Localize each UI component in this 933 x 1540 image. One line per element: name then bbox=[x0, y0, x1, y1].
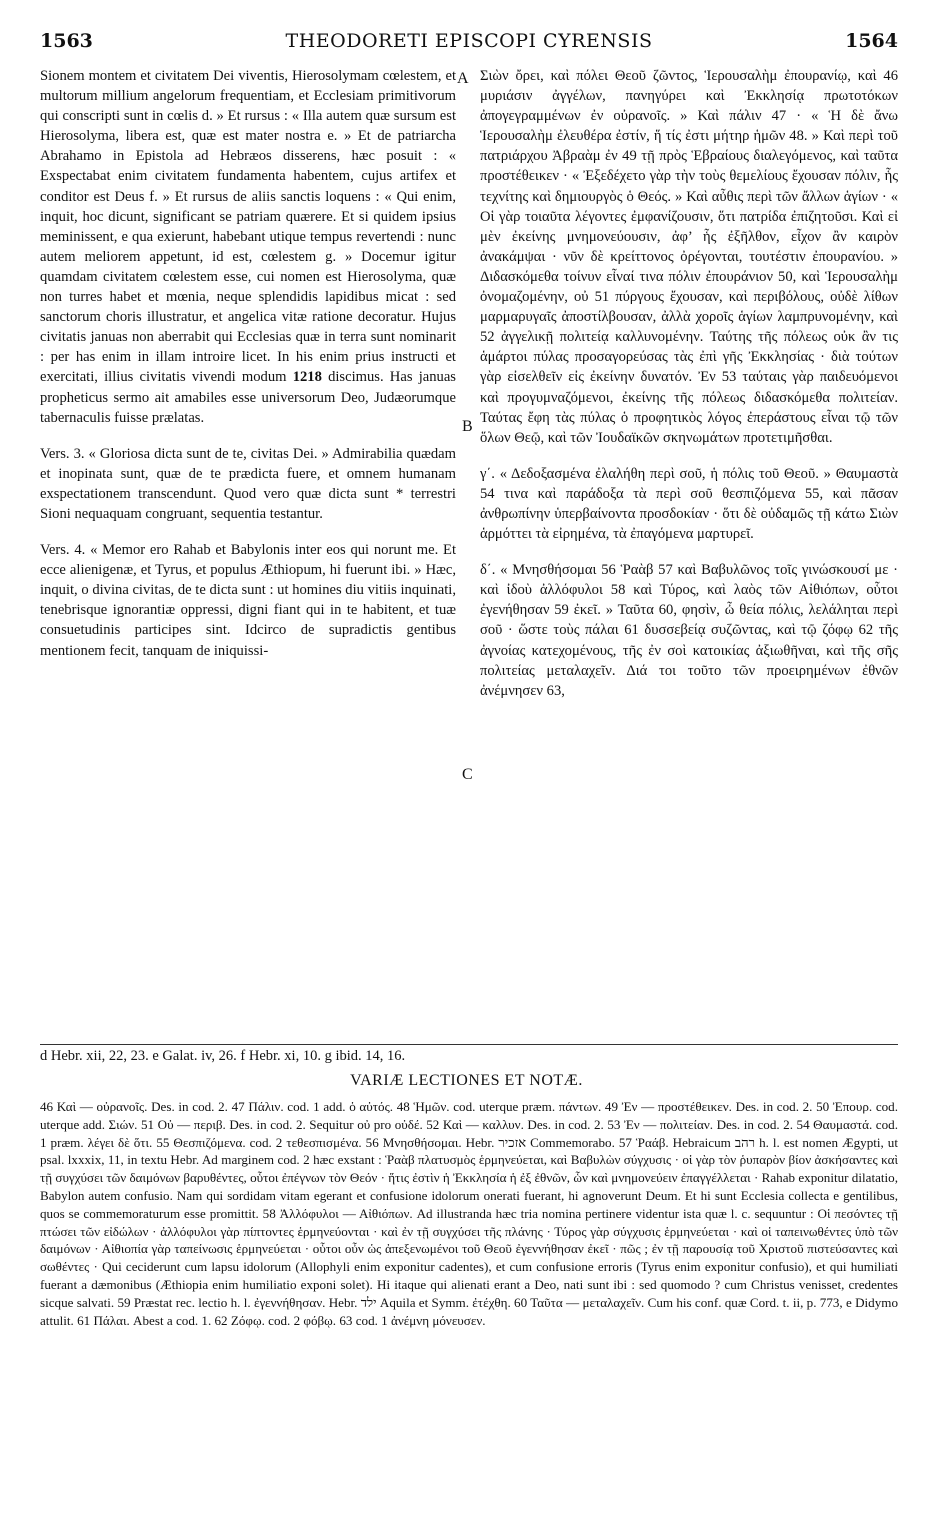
latin-paragraph-3: Vers. 4. « Memor ero Rahab et Babylonis inter eos qui norunt me. Et ecce alienigenæ, et Tyrus, et populus Æthiopum, hi fuerunt ibi. » Hæc, inquit, o divina civitas, de te dicta sunt : ut homines diu vitiis inquinati, tenebrisque ignorantiæ oppressi, digni fiant qui in te habitent, et tuæ consuetudinis participes sint. Idcirco de supradictis gentibus mentionem fecit, tanquam de iniquissi- bbox=[40, 542, 456, 659]
column-number-marker: 1218 bbox=[292, 369, 322, 386]
page-header bbox=[40, 30, 898, 58]
notes-text: 46 Καὶ — οὐρανοῖς. Des. in cod. 2. 47 Πάλιν. cod. 1 add. ὁ αὐτός. 48 Ἡμῶν. cod. uterque præm. πάντων. 49 Ἐν — προστέθεικεν. Des. in cod. 2. 50 Ἐπουρ. cod. uterque add. Σιών. 51 Οὐ — περιβ. Des. in cod. 2. Sequitur οὐ pro οὐδέ. 52 Καὶ — καλλυν. Des. in cod. 2. 53 Ἐν — πολιτείαν. Des. in cod. 2. 54 Θαυμαστά. cod. 1 præm. λέγει δὲ ὅτι. 55 Θεσπιζόμενα. cod. 2 τεθεσπισμένα. 56 Μνησθήσομαι. Hebr. אזכיר Commemorabo. 57 Ῥαάβ. Hebraicum רהב h. l. est nomen Ægypti, ut psal. lxxxix, 11, in textu Hebr. Ad marginem cod. 2 hæc exstant : Ῥαὰβ πλατυσμὸς ἑρμηνεύεται, καὶ Βαβυλὼν σύγχυσις · οἱ γὰρ τὸν ῥυπαρὸν βίον ἀσκήσαντες καὶ τῇ συγχύσει τῶν δαιμόνων βαρυθέντες, οὗτοι ἐπέγνων τὸν Θεόν · ἥτις ἐστὶν ἡ Ἐκκλησία ἡ ἐξ ἐθνῶν, ὧν καὶ μνημονεύειν ἐπαγγέλλεται · Rahab exponitur dilatatio, Babylon autem confusio. Nam qui sordidam vitam egerant et confusione idolorum onerati fuerant, hi agnoverunt Deum. Et hi sunt Ecclesia collecta e gentilibus, quos se commemoraturum esse promittit. 58 Ἀλλόφυλοι — Αἰθιόπων. Ad illustranda hæc tria nomina pertinere videntur ista quæ l. c. sequuntur : Οἱ πεσόντες τῇ πτώσει τῶν εἰδώλων · ἀλλόφυλοι γὰρ πίπτοντες ἑρμηνεύονται · καὶ ἐν τῇ συγχύσει τῆς πλάνης · Τύρος γὰρ σύγχυσις ἑρμηνεύεται · καὶ οἱ ταπεινωθέντες ὑπὸ τῶν δαιμόνων · Αἰθιοπία γὰρ ταπείνωσις ἑρμηνεύεται · οὗτοι οὖν ὡς ἀπεξενωμένοι τοῦ Θεοῦ ἐγεννήθησαν ἐκεῖ · πῶς ; ἐν τῇ παρουσίᾳ τοῦ Χριστοῦ πιστεύσαντες καὶ σωθέντες · Qui ceciderunt cum lapsu idolorum (Allophyli enim exponitur cadentes), et cum confusione erroris (Tyrus enim exponitur confusio), et qui humiliati fuerant a dæmonibus (Æthiopia enim humiliatio exponi solet). Hi itaque qui alienati erant a Deo, nati sunt ibi : sed quomodo ? cum Christus venisset, credentes sicque salvati. 59 Præstat rec. lectio h. l. ἐγεννήθησαν. Hebr. ילד Aquila et Symm. ἐτέχθη. 60 Ταῦτα — μεταλαχεῖν. Cum his conf. quæ Cord. t. ii, p. 773, e Didymo attulit. 61 Πάλαι. Abest a cod. 1. 62 Ζόφῳ. cod. 2 φόβῳ. 63 cod. 1 ἀνέμνη μόνευσεν. bbox=[40, 1099, 898, 1328]
latin-paragraph-2: Vers. 3. « Gloriosa dicta sunt de te, civitas Dei. » Admirabilia quædam et inopinata sunt, quæ de te prædicta fuere, et omnem humanam exspectationem transcendunt. Quod vero quæ dicta sunt * terrestri Sioni nequaquam congruant, sequentia testantur. bbox=[40, 445, 456, 522]
margin-letter-c: C bbox=[462, 766, 473, 783]
greek-paragraph-2: γ΄. « Δεδοξασμένα ἐλαλήθη περὶ σοῦ, ἡ πόλις τοῦ Θεοῦ. » Θαυμαστὰ 54 τινα καὶ παράδοξα τὰ περὶ σοῦ θεσπιζόμενα 55, καὶ πᾶσαν ἀνθρωπίνην ὑπερβαίνοντα προσδοκίαν · ὅτι δὲ οὐδαμῶς τῇ κάτω Σιὼν ἁρμόττει τὰ εἰρημένα, τὰ ἐπαγόμενα μαρτυρεῖ. bbox=[480, 465, 898, 543]
latin-column bbox=[40, 66, 456, 661]
greek-paragraph-3: δ΄. « Μνησθήσομαι 56 Ῥαὰβ 57 καὶ Βαβυλῶνος τοῖς γινώσκουσί με · καὶ ἰδοὺ ἀλλόφυλοι 58 καὶ Τύρος, καὶ λαὸς τῶν Αἰθιόπων, οὗτοι ἐγενήθησαν 59 ἐκεῖ. » Ταῦτα 60, φησὶν, ὦ θεία πόλις, λελάληται περὶ σοῦ · ὥστε τοὺς πάλαι 61 δυσσεβείᾳ συζῶντας, καὶ τῷ ζόφῳ 62 τῆς ἀγνοίας κατεχομένους, τῆς ἐν σοὶ κατοικίας ἀξιωθῆναι, καὶ τῆς σῆς πολιτείας μεταλαχεῖν. Διά τοι τοῦτο τῶν προειρημένων ἐθνῶν ἀνέμνησεν 63, bbox=[480, 562, 898, 699]
running-title: THEODORETI EPISCOPI CYRENSIS bbox=[285, 30, 653, 52]
footnote-divider bbox=[40, 1044, 898, 1045]
page-number-left: 1563 bbox=[40, 30, 93, 52]
page-number-right: 1564 bbox=[845, 30, 898, 52]
scripture-footnotes: d Hebr. xii, 22, 23. e Galat. iv, 26. f Hebr. xi, 10. g ibid. 14, 16. bbox=[40, 1048, 406, 1064]
latin-paragraph-1: Sionem montem et civitatem Dei viventis, Hierosolymam cœlestem, et multorum millium angelorum frequentiam, et Ecclesiam primitivorum qui conscripti sunt in cœlis d. » Et rursus : « Illa autem quæ sursum est Hierosolyma, libera est, quæ est mater nostra e. » Et de patriarcha Abrahamo in Epistola ad Hebræos disserens, hæc posuit : « Exspectabat enim civitatem fundamenta habentem, cujus artifex et conditor est Deus f. » Et rursus de aliis sanctis loquens : « Qui enim, inquit, hoc dicunt, significant se patriam quærere. Et si quidem ipsius meminissent, e qua exierunt, habebant utique tempus revertendi : nunc autem meliorem appetunt, id est, cœlestem g. » Docemur igitur quamdam civitatem cœlestem esse, cui nomen est Hierosolyma, quæ non turres habet et mœnia, neque splendidis lapidibus micat : sed sanctorum choris illustratur, et angelica vitæ ratione decoratur. Hujus civitatis januas non aberrabit qui Ecclesias quæ in terra sunt nominarit : per has enim in illam introire licet. In his enim prius instructi et exercitati, illius civitatis vivendi modum 1218 discimus. Has januas propheticus sermo ait amabiles esse universorum Deo, Judæorumque tabernaculis fuisse prælatas. bbox=[40, 68, 456, 426]
greek-paragraph-1: Σιὼν ὄρει, καὶ πόλει Θεοῦ ζῶντος, Ἱερουσαλὴμ ἐπουρανίῳ, καὶ 46 μυριάσιν ἀγγέλων, πανηγύρει καὶ Ἐκκλησίᾳ πρωτοτόκων ἀπογεγραμμένων ἐν οὐρανοῖς. » Καὶ πάλιν 47 · « Ἡ δὲ ἄνω Ἱερουσαλὴμ ἐλευθέρα ἐστίν, ἥ τίς ἐστι μήτηρ ἡμῶν 48. » Καὶ περὶ τοῦ πατριάρχου Ἀβραὰμ ἐν 49 τῇ πρὸς Ἑβραίους διαλεγόμενος, καὶ ταῦτα προστέθεικεν · « Ἐξεδέχετο γὰρ τὴν τοὺς θεμελίους ἔχουσαν πόλιν, ἧς τεχνίτης καὶ δημιουργὸς ὁ Θεός. » Καὶ αὖθις περὶ τῶν ἄλλων ἁγίων · « Οἱ γὰρ τοιαῦτα λέγοντες ἐμφανίζουσιν, ὅτι πατρίδα ἐπιζητοῦσι. Καὶ εἰ μὲν ἐκείνης μνημονεύουσιν, ἀφ’ ἧς ἐξῆλθον, εἶχον ἂν καιρὸν ἀνακάμψαι · νῦν δὲ κρείττονος ὀρέγονται, τουτέστιν ἐπουρανίου. » Διδασκόμεθα τοίνυν εἶναί τινα πόλιν ἐπουράνιον 50, καὶ Ἱερουσαλὴμ ὀνομαζομένην, οὐ 51 πύργους ἔχουσαν, καὶ περιβόλους, οὐδὲ λίθων μαρμαρυγαῖς ἀποστίλβουσαν, ἀλλὰ χοροῖς ἁγίων λαμπρυνομένην, καὶ 52 ἀγγελικῇ πολιτείᾳ καλλυνομένην. Ταύτης τῆς πόλεως οὐκ ἂν τις ἁμάρτοι πύλας προσαγορεύσας τὰς ἐπὶ γῆς Ἐκκλησίας · διὰ τούτων γὰρ εἰσελθεῖν εἰς ἐκείνην δυνατόν. Ἐν 53 ταύταις γὰρ παιδευόμενοι καὶ προγυμναζόμενοι, ἐκείνης τῆς πόλεως διδασκόμεθα πολιτείαν. Ταύτας ἔφη τὰς πύλας ὁ προφητικὸς λόγος ἐπεράστους εἶναι τῷ τῶν ὅλων Θεῷ, καὶ τῶν Ἰουδαϊκῶν σκηνωμάτων προτετιμῆσθαι. bbox=[480, 68, 898, 446]
margin-letter-a: A bbox=[457, 70, 469, 87]
notes-heading: VARIÆ LECTIONES ET NOTÆ. bbox=[350, 1072, 583, 1089]
variae-lectiones-notes bbox=[40, 1098, 898, 1329]
greek-column bbox=[480, 66, 898, 701]
margin-letter-b: B bbox=[462, 418, 473, 435]
